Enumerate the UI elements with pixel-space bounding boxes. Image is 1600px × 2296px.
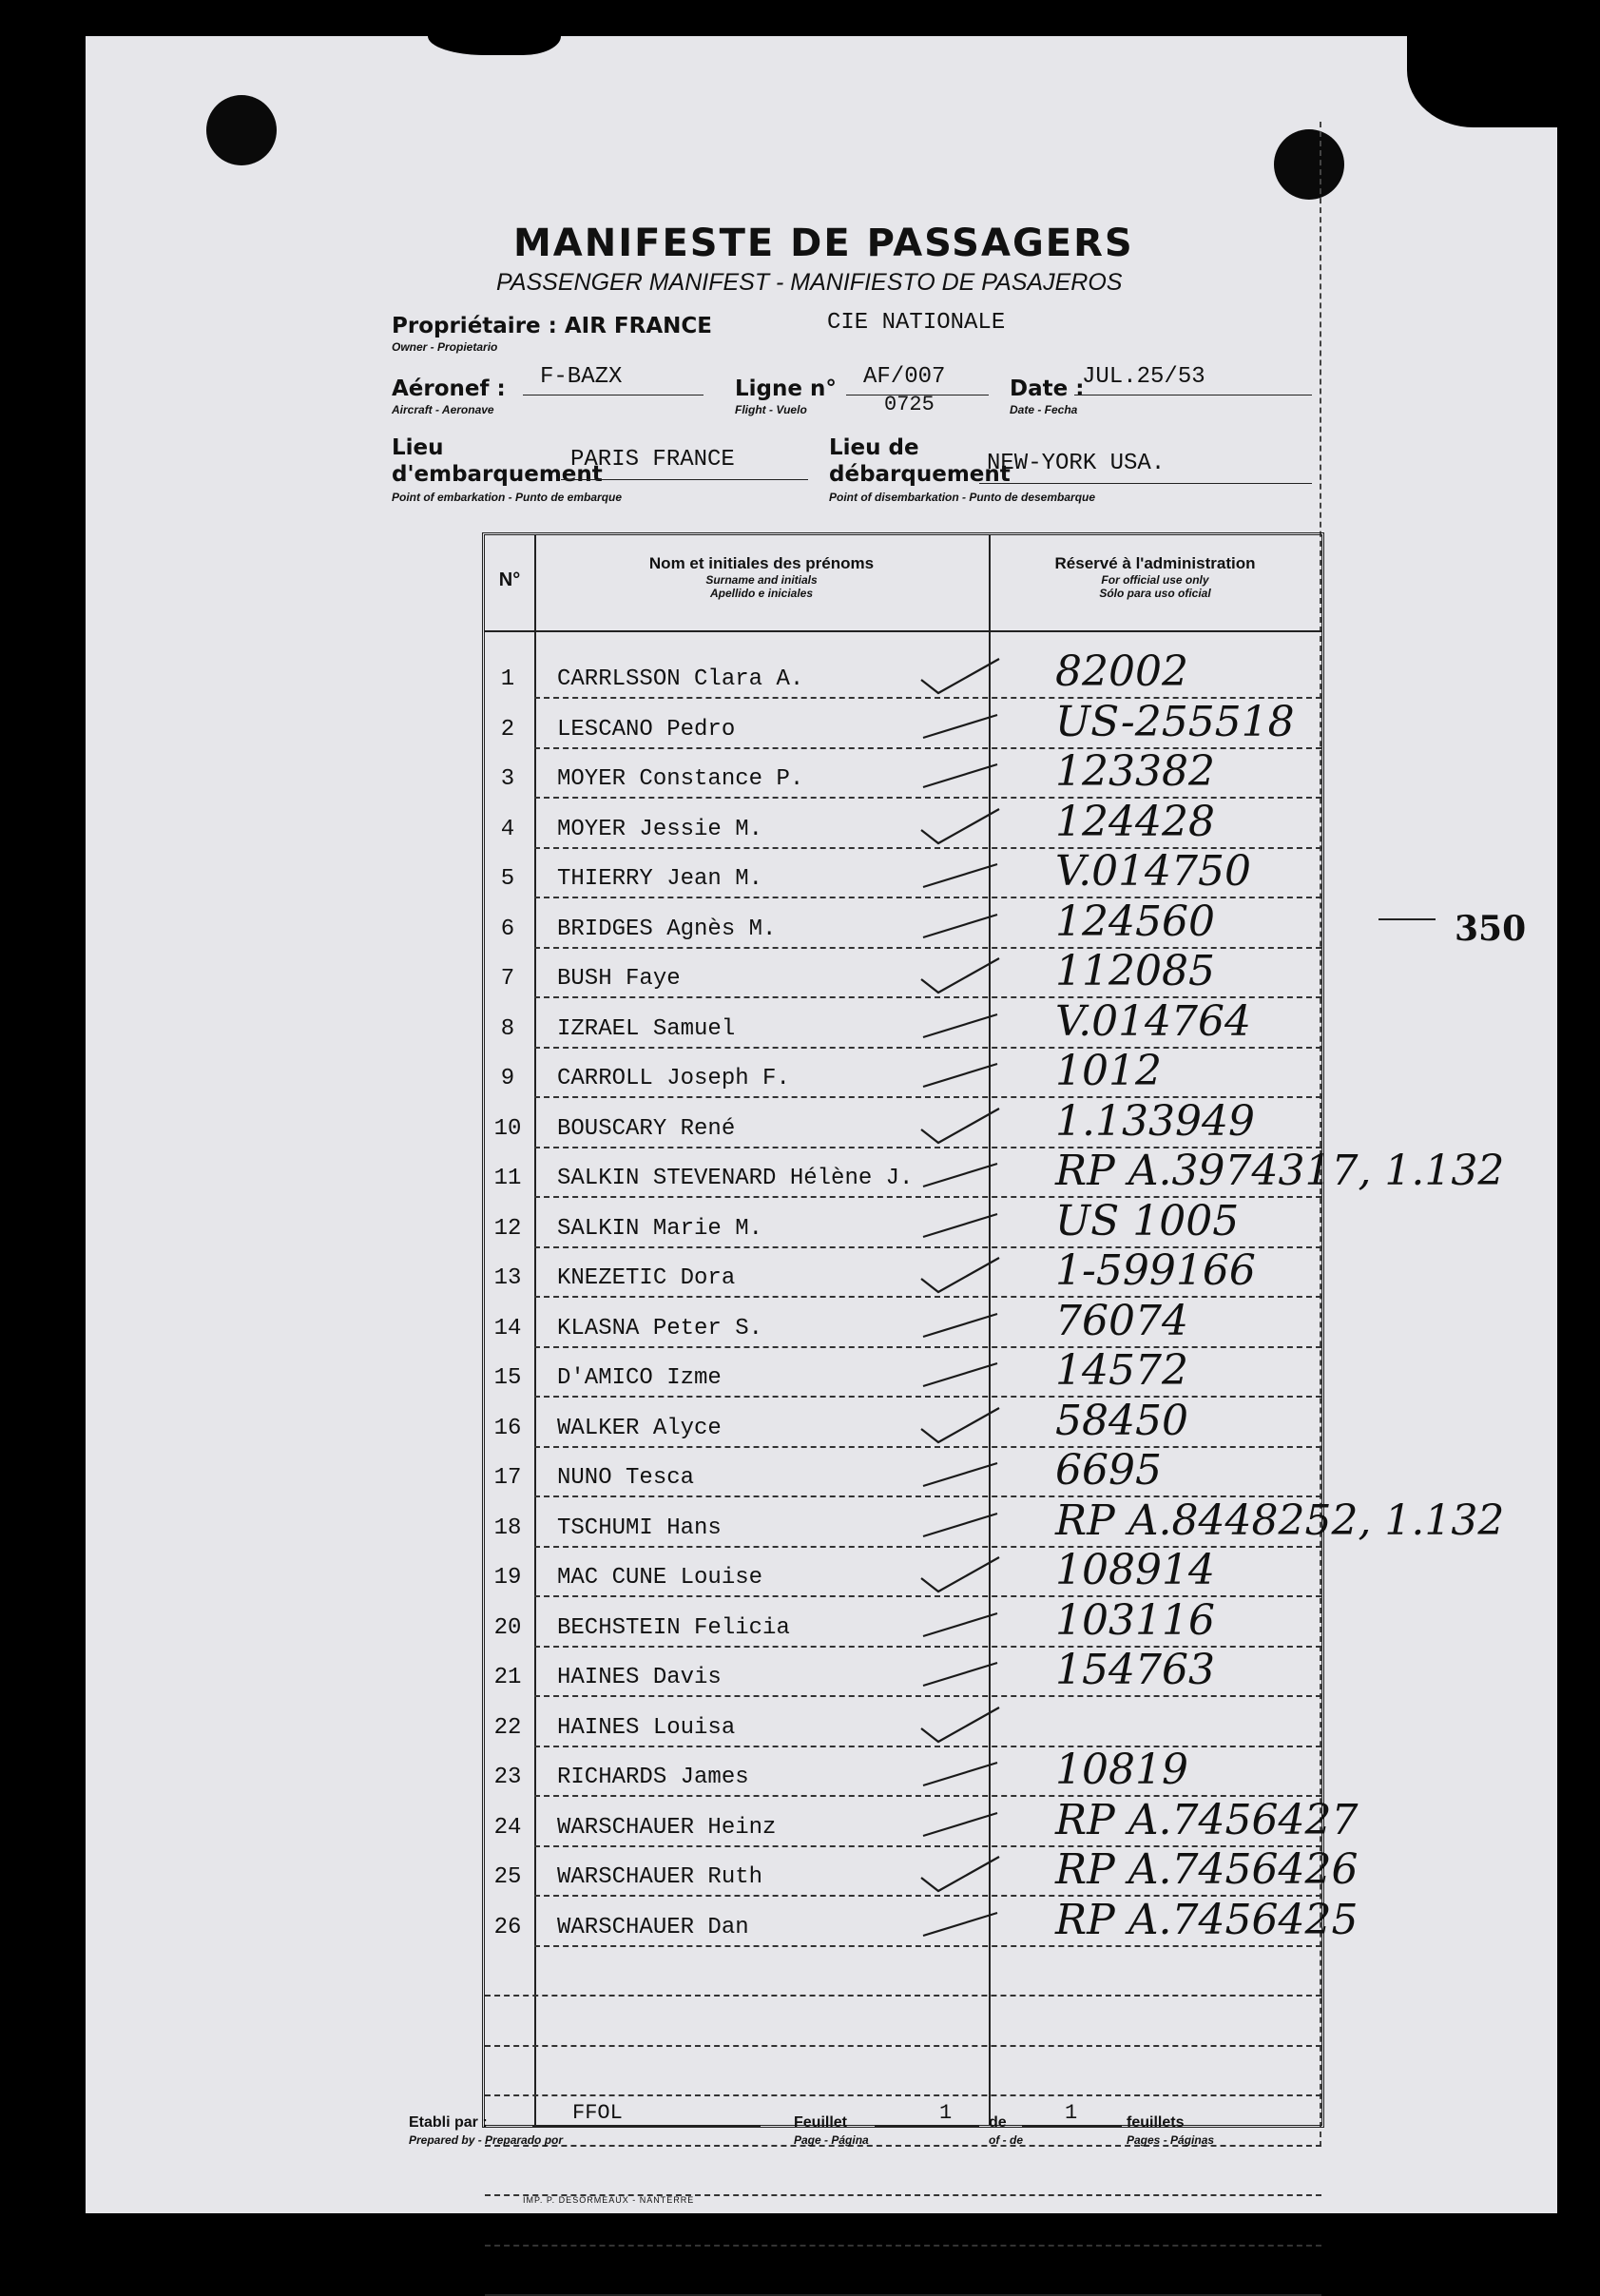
passenger-name: WALKER Alyce bbox=[557, 1415, 722, 1441]
admin-number: 76074 bbox=[1055, 1296, 1188, 1345]
admin-number: 1.133949 bbox=[1055, 1096, 1255, 1146]
column-header-admin bbox=[989, 554, 1321, 600]
embark-sublabel: Point of embarkation - Punto de embarque bbox=[392, 491, 623, 504]
check-mark-icon bbox=[917, 1504, 1003, 1546]
column-header-number: N° bbox=[498, 569, 521, 590]
row-number: 11 bbox=[493, 1166, 522, 1191]
aircraft-label: Aéronef : bbox=[392, 376, 506, 401]
check-mark-icon bbox=[917, 1354, 1003, 1396]
flight-label: Ligne n° bbox=[735, 376, 837, 401]
row-number: 4 bbox=[500, 816, 515, 842]
of-value: 1 bbox=[1065, 2101, 1078, 2125]
owner-value: CIE NATIONALE bbox=[827, 310, 1006, 336]
row-number: 24 bbox=[493, 1814, 522, 1841]
manifest-title: MANIFESTE DE PASSAGERS bbox=[513, 222, 1134, 265]
check-mark-icon bbox=[917, 755, 1003, 797]
row-number: 1 bbox=[500, 666, 515, 692]
row-number: 15 bbox=[493, 1365, 522, 1391]
check-mark-icon bbox=[917, 1653, 1003, 1695]
row-number: 16 bbox=[493, 1415, 522, 1441]
disembark-sublabel: Point of disembarkation - Punto de desembarque bbox=[829, 491, 1096, 504]
passenger-name: WARSCHAUER Ruth bbox=[557, 1864, 763, 1890]
pages-sublabel: Pages - Páginas bbox=[1127, 2133, 1215, 2147]
row-number: 5 bbox=[500, 866, 515, 892]
margin-number: 350 bbox=[1455, 909, 1527, 949]
admin-number: 103116 bbox=[1055, 1595, 1215, 1645]
passenger-name: BECHSTEIN Felicia bbox=[557, 1614, 790, 1641]
row-number: 2 bbox=[500, 716, 515, 743]
check-mark-icon bbox=[917, 1254, 1003, 1296]
passenger-name: NUNO Tesca bbox=[557, 1465, 695, 1491]
check-mark-icon bbox=[917, 1454, 1003, 1495]
row-number: 19 bbox=[493, 1565, 522, 1591]
pages-label: feuillets bbox=[1127, 2114, 1185, 2131]
column-header-admin-sub1: For official use only bbox=[1101, 573, 1209, 587]
passenger-name: THIERRY Jean M. bbox=[557, 866, 763, 892]
empty-row-rule bbox=[485, 2094, 1321, 2096]
passenger-name: D'AMICO Izme bbox=[557, 1365, 722, 1391]
check-mark-icon bbox=[917, 705, 1003, 747]
passenger-name: WARSCHAUER Dan bbox=[557, 1914, 749, 1940]
admin-number: RP A.8448252, 1.132 bbox=[1055, 1495, 1505, 1545]
passenger-name: SALKIN STEVENARD Hélène J. bbox=[557, 1166, 914, 1191]
passenger-name: KNEZETIC Dora bbox=[557, 1265, 736, 1291]
column-header-admin-label: Réservé à l'administration bbox=[1054, 554, 1256, 572]
row-number: 6 bbox=[500, 916, 515, 942]
manifest-subtitle: PASSENGER MANIFEST - MANIFIESTO DE PASAJEROS bbox=[496, 269, 1123, 296]
check-mark-icon bbox=[917, 955, 1003, 996]
admin-number: 112085 bbox=[1055, 947, 1215, 995]
row-number: 22 bbox=[493, 1714, 522, 1741]
row-number: 12 bbox=[493, 1215, 522, 1242]
page-value: 1 bbox=[939, 2101, 953, 2125]
prepared-by-sublabel: Prepared by - Preparado por bbox=[409, 2133, 564, 2147]
check-mark-icon bbox=[917, 1903, 1003, 1945]
passenger-name: MAC CUNE Louise bbox=[557, 1565, 763, 1591]
check-mark-icon bbox=[917, 805, 1003, 847]
punch-hole-left bbox=[206, 95, 277, 165]
manifest-sheet bbox=[86, 36, 1557, 2213]
admin-number: 124428 bbox=[1055, 797, 1215, 846]
admin-number: RP A.7456426 bbox=[1055, 1845, 1359, 1894]
admin-number: 58450 bbox=[1055, 1396, 1188, 1445]
admin-number: 108914 bbox=[1055, 1546, 1215, 1594]
check-mark-icon bbox=[917, 655, 1003, 697]
passenger-name: HAINES Davis bbox=[557, 1665, 722, 1690]
admin-number: 154763 bbox=[1055, 1646, 1215, 1694]
passenger-name: MOYER Constance P. bbox=[557, 766, 804, 792]
admin-number: 14572 bbox=[1055, 1346, 1188, 1395]
disembark-label-line2: débarquement bbox=[829, 462, 1011, 487]
owner-label: Propriétaire : AIR FRANCE bbox=[392, 314, 712, 338]
column-header-name bbox=[534, 554, 989, 600]
passenger-name: MOYER Jessie M. bbox=[557, 816, 763, 842]
date-label: Date : bbox=[1010, 376, 1085, 401]
row-rule bbox=[534, 1746, 1321, 1747]
passenger-name: SALKIN Marie M. bbox=[557, 1215, 763, 1242]
disembark-value: NEW-YORK USA. bbox=[987, 451, 1166, 476]
row-number: 21 bbox=[493, 1665, 522, 1690]
empty-row-rule bbox=[485, 2245, 1321, 2247]
admin-number: 82002 bbox=[1055, 647, 1188, 696]
date-sublabel: Date - Fecha bbox=[1010, 403, 1078, 416]
check-mark-icon bbox=[917, 1304, 1003, 1346]
row-number: 17 bbox=[493, 1465, 522, 1491]
flight-value-secondary: 0725 bbox=[884, 393, 935, 416]
passenger-name: BOUSCARY René bbox=[557, 1115, 736, 1142]
row-number: 13 bbox=[493, 1265, 522, 1291]
row-number: 8 bbox=[500, 1015, 515, 1042]
admin-number: 10819 bbox=[1055, 1746, 1188, 1794]
check-mark-icon bbox=[917, 1804, 1003, 1845]
row-number: 20 bbox=[493, 1614, 522, 1641]
check-mark-icon bbox=[917, 1404, 1003, 1446]
row-number: 7 bbox=[500, 966, 515, 992]
passenger-name: LESCANO Pedro bbox=[557, 716, 736, 743]
check-mark-icon bbox=[917, 1205, 1003, 1246]
row-number: 10 bbox=[493, 1115, 522, 1142]
check-mark-icon bbox=[917, 1853, 1003, 1895]
passenger-name: TSCHUMI Hans bbox=[557, 1515, 722, 1541]
admin-number: 1-599166 bbox=[1055, 1246, 1256, 1295]
check-mark-icon bbox=[917, 855, 1003, 897]
passenger-name: CARROLL Joseph F. bbox=[557, 1066, 790, 1091]
check-mark-icon bbox=[917, 1054, 1003, 1096]
passenger-name: HAINES Louisa bbox=[557, 1714, 736, 1741]
page-sublabel: Page - Página bbox=[794, 2133, 869, 2147]
row-number: 23 bbox=[493, 1765, 522, 1790]
row-rule bbox=[534, 1446, 1321, 1448]
row-number: 18 bbox=[493, 1515, 522, 1541]
admin-number: 124560 bbox=[1055, 897, 1215, 946]
date-value: JUL.25/53 bbox=[1082, 364, 1205, 390]
passenger-name: WARSCHAUER Heinz bbox=[557, 1814, 777, 1841]
admin-number: 6695 bbox=[1055, 1446, 1162, 1495]
row-rule bbox=[534, 1945, 1321, 1947]
check-mark-icon bbox=[917, 1005, 1003, 1047]
punch-hole-right bbox=[1274, 129, 1344, 200]
column-header-admin-sub2: Sólo para uso oficial bbox=[1099, 587, 1211, 600]
admin-number: US 1005 bbox=[1055, 1196, 1240, 1245]
of-label: de bbox=[989, 2114, 1007, 2131]
admin-number: RP A.7456427 bbox=[1055, 1795, 1359, 1844]
flight-sublabel: Flight - Vuelo bbox=[735, 403, 807, 416]
page-label: Feuillet bbox=[794, 2114, 848, 2131]
passenger-name: IZRAEL Samuel bbox=[557, 1015, 736, 1042]
aircraft-value: F-BAZX bbox=[540, 364, 623, 390]
column-header-name-sub1: Surname and initials bbox=[705, 573, 818, 587]
check-mark-icon bbox=[917, 1154, 1003, 1196]
passenger-name: BRIDGES Agnès M. bbox=[557, 916, 777, 942]
column-header-name-label: Nom et initiales des prénoms bbox=[648, 554, 875, 572]
admin-number: V.014750 bbox=[1055, 847, 1252, 896]
admin-number: RP A.3974317, 1.132 bbox=[1055, 1147, 1505, 1195]
row-rule bbox=[534, 1047, 1321, 1049]
row-number: 25 bbox=[493, 1864, 522, 1890]
margin-dash bbox=[1378, 918, 1436, 920]
check-mark-icon bbox=[917, 1105, 1003, 1147]
row-rule bbox=[534, 1695, 1321, 1697]
check-mark-icon bbox=[917, 1604, 1003, 1646]
aircraft-sublabel: Aircraft - Aeronave bbox=[392, 403, 494, 416]
row-rule bbox=[534, 1296, 1321, 1298]
admin-number: 123382 bbox=[1055, 747, 1215, 796]
of-sublabel: of - de bbox=[989, 2133, 1023, 2147]
passenger-name: CARRLSSON Clara A. bbox=[557, 666, 804, 692]
check-mark-icon bbox=[917, 1704, 1003, 1746]
row-number: 9 bbox=[500, 1066, 515, 1091]
owner-sublabel: Owner - Propietario bbox=[392, 340, 498, 354]
empty-row-rule bbox=[485, 2045, 1321, 2047]
row-number: 14 bbox=[493, 1315, 522, 1341]
check-mark-icon bbox=[917, 905, 1003, 947]
admin-number: 1012 bbox=[1055, 1047, 1162, 1095]
row-number: 3 bbox=[500, 766, 515, 792]
admin-number: US-255518 bbox=[1055, 697, 1295, 746]
empty-row-rule bbox=[485, 1995, 1321, 1997]
admin-number: V.014764 bbox=[1055, 996, 1252, 1046]
passenger-name: RICHARDS James bbox=[557, 1765, 749, 1790]
column-header-name-sub2: Apellido e iniciales bbox=[709, 587, 814, 600]
embark-label-line2: d'embarquement bbox=[392, 462, 603, 487]
check-mark-icon bbox=[917, 1553, 1003, 1595]
passenger-name: KLASNA Peter S. bbox=[557, 1315, 763, 1341]
embark-value: PARIS FRANCE bbox=[570, 447, 735, 473]
row-rule bbox=[534, 1346, 1321, 1348]
embark-label-line1: Lieu bbox=[392, 435, 444, 460]
admin-number: RP A.7456425 bbox=[1055, 1895, 1359, 1944]
flight-value: AF/007 bbox=[863, 364, 946, 390]
row-rule bbox=[534, 1396, 1321, 1398]
printer-imprint: IMP. P. DESORMEAUX - NANTERRE bbox=[523, 2195, 695, 2205]
prepared-by-value: FFOL bbox=[572, 2101, 623, 2125]
torn-corner bbox=[1407, 32, 1559, 127]
check-mark-icon bbox=[917, 1753, 1003, 1795]
prepared-by-label: Etabli par : bbox=[409, 2114, 488, 2131]
passenger-name: BUSH Faye bbox=[557, 966, 681, 992]
torn-edge bbox=[428, 32, 561, 55]
row-number: 26 bbox=[493, 1914, 522, 1940]
disembark-label-line1: Lieu de bbox=[829, 435, 919, 460]
